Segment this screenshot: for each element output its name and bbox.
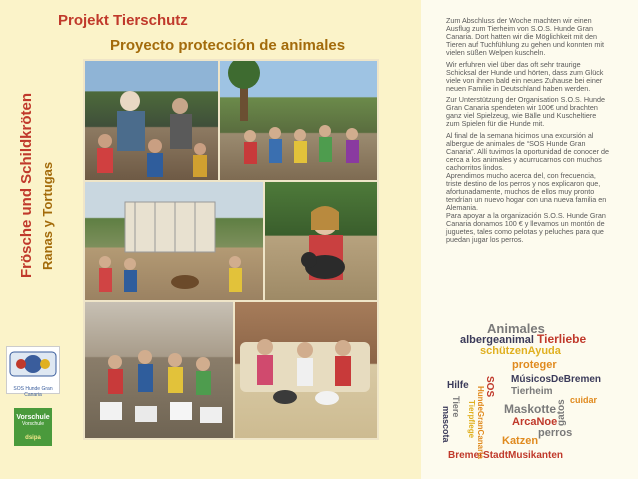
word-cloud-word: Tierliebe <box>537 332 587 346</box>
photo-children-with-bags <box>85 302 233 438</box>
photo-girl-with-puppy <box>265 182 377 300</box>
word-cloud-word: cuidar <box>570 395 598 405</box>
photo-group-at-shelter <box>85 61 218 180</box>
word-cloud-word: ArcaNoe <box>512 416 558 428</box>
vertical-title-german: Frösche und Schildkröten <box>18 92 35 278</box>
word-cloud-word: Animales <box>487 321 545 336</box>
word-cloud-word: BremerStadtMusikanten <box>448 450 564 461</box>
vorschule-logo-line1: Vorschule <box>16 414 50 421</box>
word-cloud-word: proteger <box>512 359 557 371</box>
photo-kids-on-sofa-with-dogs <box>235 302 377 438</box>
word-cloud-word: Tierpflege <box>467 400 476 439</box>
word-cloud-word: MúsicosDeBremen <box>511 374 602 385</box>
page-title-spanish: Proyecto protección de animales <box>110 37 346 54</box>
vertical-title-spanish: Ranas y Tortugas <box>40 161 55 270</box>
photo-children-outdoor <box>220 61 377 180</box>
word-cloud-word: mascota <box>441 406 451 443</box>
word-cloud-word: albergeanimal <box>460 334 534 346</box>
word-cloud-word: Katzen <box>502 435 539 447</box>
word-cloud <box>440 318 630 476</box>
word-cloud-word: gatos <box>556 399 567 426</box>
vorschule-logo <box>14 408 52 446</box>
page-title-german: Projekt Tierschutz <box>58 12 188 29</box>
word-cloud-word: SOS <box>484 376 495 398</box>
word-cloud-word: HundeGranCanaria <box>476 386 485 459</box>
paragraph-spanish-1: Al final de la semana hicimos una excursión al albergue de animales de “SOS Hunde Gran Canaria”. Allí tuvimos la oportunidad de conocer de cerca a los animales y acurrucarnos con muchos cachorritos lindos. <box>446 130 610 172</box>
sos-hunde-logo <box>6 346 60 398</box>
photo-dogs-in-kennel <box>85 182 263 300</box>
paragraph-spanish-2: Aprendimos mucho acerca del, con frecuencia, triste destino de los perros y nos explicaron que, afortunadamente, muchos de ellos muy pronto tendrían un nuevo hogar con una nueva familia en Alemania. <box>446 170 607 212</box>
paragraph-spanish-3: Para apoyar a la organización S.O.S. Hunde Gran Canaria donamos 100 € y llevamos un montón de juguetes, tales como pelotas y peluches para que puedan jugar los perros. <box>446 210 606 244</box>
word-cloud-word: perros <box>538 427 573 439</box>
paragraph-german-2: Wir erfuhren viel über das oft sehr traurige Schicksal der Hunde und hörten, dass zum Glück viele von ihnen bald ein neues Zuhause bei einer neuen Familie in Deutschland haben werden. <box>446 59 604 93</box>
word-cloud-word: Tierheim <box>511 386 553 397</box>
paragraph-german-3: Zur Unterstützung der Organisation S.O.S. Hunde Gran Canaria spendeten wir 100€ und brachten ganz viel Spielzeug, wie Bälle und Kuscheltiere zum Spielen für die Hunde mit. <box>446 95 606 128</box>
word-cloud-word: Tiere <box>451 396 461 418</box>
vorschule-logo-line2: Vorschule <box>22 421 44 427</box>
word-cloud-word: schützenAyuda <box>480 345 561 357</box>
vorschule-logo-line3: dsipa <box>25 435 41 441</box>
word-cloud-word: Hilfe <box>447 380 469 391</box>
paragraph-german-1: Zum Abschluss der Woche machten wir einen Ausflug zum Tierheim von S.O.S. Hunde Gran Canaria. Dort hatten wir die Möglichkeit mit den Tieren auf Tuchfühlung zu gehen und konnten mit vielen süßen Welpen kuscheln. <box>446 16 604 57</box>
photo-collage <box>83 59 379 440</box>
article-text <box>446 17 611 247</box>
word-cloud-word: Maskotte <box>504 402 557 416</box>
sos-hunde-logo-text: SOS Hunde Gran Canaria <box>13 386 53 398</box>
